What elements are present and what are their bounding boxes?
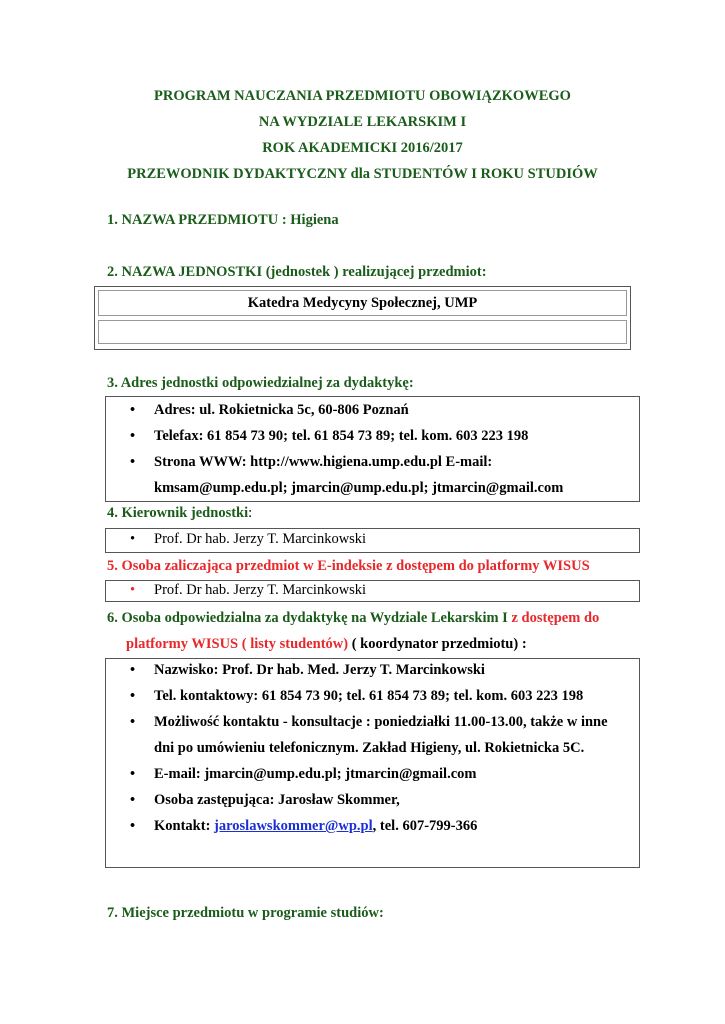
unit-table-row-1 bbox=[98, 290, 627, 316]
section-1-heading bbox=[107, 212, 339, 229]
section-6-wisus-1: z dostępem do bbox=[507, 610, 600, 626]
substitute-text: Osoba zastępująca: Jarosław Skommer, bbox=[154, 792, 400, 808]
email-text: kmsam@ump.edu.pl; jmarcin@ump.edu.pl; jtmarcin@gmail.com bbox=[154, 480, 564, 496]
consultation-text-2: dni po umówieniu telefonicznym. Zakład Higieny, ul. Rokietnicka 5C. bbox=[154, 740, 585, 756]
section-1-value: Higiena bbox=[290, 212, 339, 228]
section-5-heading: 5. Osoba zaliczająca przedmiot w E-indeksie z dostępem do platformy WISUS bbox=[107, 558, 590, 574]
grader-person: Prof. Dr hab. Jerzy T. Marcinkowski bbox=[154, 582, 367, 598]
address-text: Adres: ul. Rokietnicka 5c, 60-806 Poznań bbox=[154, 402, 409, 418]
contact-suffix: , tel. 607-799-366 bbox=[372, 818, 478, 834]
bullet-icon: • bbox=[130, 792, 136, 808]
coordinator-phone: Tel. kontaktowy: 61 854 73 90; tel. 61 854 73 89; tel. kom. 603 223 198 bbox=[154, 688, 584, 704]
head-person: Prof. Dr hab. Jerzy T. Marcinkowski bbox=[154, 531, 367, 547]
bullet-icon: • bbox=[130, 531, 136, 547]
title-line-3: ROK AKADEMICKI 2016/2017 bbox=[262, 140, 463, 156]
section-6-heading-line2 bbox=[126, 636, 527, 653]
section-6-wisus-2: platformy WISUS ( listy studentów) bbox=[126, 636, 349, 652]
coordinator-name: Nazwisko: Prof. Dr hab. Med. Jerzy T. Marcinkowski bbox=[154, 662, 485, 678]
bullet-icon: • bbox=[130, 818, 136, 834]
section-6-heading-line1 bbox=[107, 610, 599, 627]
bullet-icon: • bbox=[130, 714, 136, 730]
section-4-label: 4. Kierownik jednostki bbox=[107, 505, 249, 521]
section-1-label: 1. NAZWA PRZEDMIOTU : bbox=[107, 212, 287, 228]
telefax-text: Telefax: 61 854 73 90; tel. 61 854 73 89; tel. kom. 603 223 198 bbox=[154, 428, 529, 444]
unit-table-row-2 bbox=[98, 320, 627, 344]
bullet-icon: • bbox=[130, 582, 136, 598]
section-6-coordinator: ( koordynator przedmiotu) : bbox=[348, 636, 527, 652]
consultation-text: Możliwość kontaktu - konsultacje : poniedziałki 11.00-13.00, także w inne bbox=[154, 714, 608, 730]
section-3-heading: 3. Adres jednostki odpowiedzialnej za dydaktykę: bbox=[107, 375, 414, 391]
contact-prefix: Kontakt: bbox=[154, 818, 215, 834]
unit-name: Katedra Medycyny Społecznej, UMP bbox=[247, 295, 478, 311]
bullet-icon: • bbox=[130, 402, 136, 418]
title-line-2: NA WYDZIALE LEKARSKIM I bbox=[258, 114, 467, 130]
section-2-heading: 2. NAZWA JEDNOSTKI (jednostek ) realizującej przedmiot: bbox=[107, 264, 487, 280]
bullet-icon: • bbox=[130, 428, 136, 444]
section-4-colon: : bbox=[248, 505, 253, 521]
contact-line bbox=[154, 818, 477, 835]
section-7-heading: 7. Miejsce przedmiotu w programie studiów: bbox=[107, 905, 384, 921]
title-line-4: PRZEWODNIK DYDAKTYCZNY dla STUDENTÓW I ROKU STUDIÓW bbox=[127, 166, 598, 182]
unit-table bbox=[94, 286, 631, 350]
website-text: Strona WWW: http://www.higiena.ump.edu.pl E-mail: bbox=[154, 454, 493, 470]
coordinator-email: E-mail: jmarcin@ump.edu.pl; jtmarcin@gmail.com bbox=[154, 766, 477, 782]
bullet-icon: • bbox=[130, 662, 136, 678]
contact-email-link[interactable]: jaroslawskommer@wp.pl bbox=[214, 818, 373, 834]
bullet-icon: • bbox=[130, 454, 136, 470]
bullet-icon: • bbox=[130, 766, 136, 782]
section-6-label: 6. Osoba odpowiedzialna za dydaktykę na Wydziale Lekarskim I bbox=[107, 610, 508, 626]
section-4-heading bbox=[107, 505, 252, 522]
bullet-icon: • bbox=[130, 688, 136, 704]
title-line-1: PROGRAM NAUCZANIA PRZEDMIOTU OBOWIĄZKOWEGO bbox=[154, 88, 571, 104]
